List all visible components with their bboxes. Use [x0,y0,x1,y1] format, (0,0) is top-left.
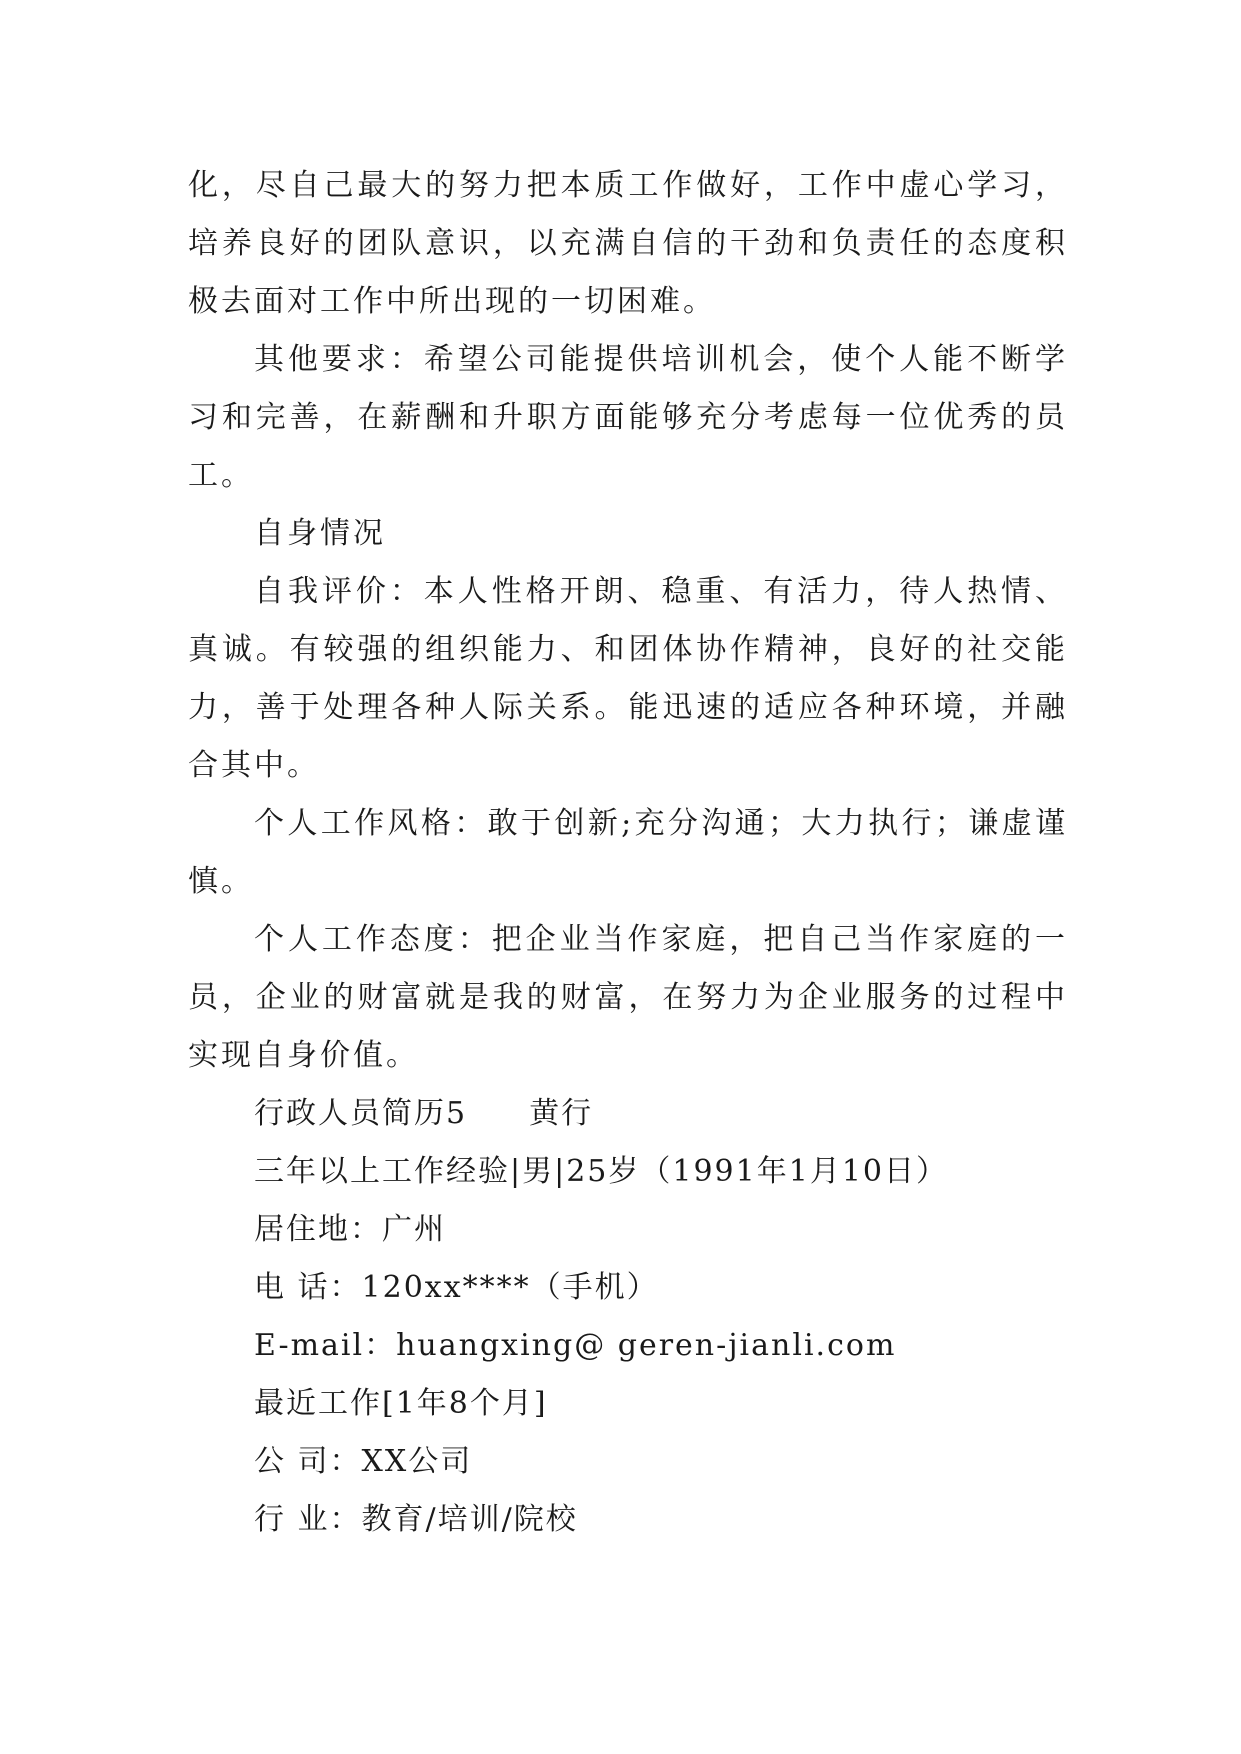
resume-summary: 三年以上工作经验|男|25岁（1991年1月10日） [254,1154,948,1189]
paragraph-self-evaluation: 自我评价：本人性格开朗、稳重、有活力，待人热情、真诚。有较强的组织能力、和团体协作精神，良好的社交能力，善于处理各种人际关系。能迅速的适应各种环境，并融合其中。 [188,574,1068,783]
resume-residence: 居住地：广州 [254,1212,446,1247]
resume-company: 公 司：XX公司 [254,1444,473,1479]
resume-industry: 行 业：教育/培训/院校 [254,1502,578,1537]
section-heading-self-situation: 自身情况 [254,516,386,551]
resume-title: 行政人员简历5 [254,1096,468,1131]
resume-recent-work: 最近工作[1年8个月] [254,1386,548,1421]
paragraph-other-requirements: 其他要求：希望公司能提供培训机会，使个人能不断学习和完善，在薪酬和升职方面能够充分考虑每一位优秀的员工。 [188,342,1068,493]
resume-title-line [188,1085,1068,1143]
document-body [188,157,1068,1549]
resume-name: 黄行 [529,1096,594,1131]
resume-phone: 电 话：120xx****（手机） [254,1270,659,1305]
paragraph-work-style: 个人工作风格：敢于创新;充分沟通；大力执行；谦虚谨慎。 [188,806,1068,899]
paragraph-continuation: 化，尽自己最大的努力把本质工作做好，工作中虚心学习，培养良好的团队意识，以充满自信的干劲和负责任的态度积极去面对工作中所出现的一切困难。 [188,168,1068,319]
paragraph-work-attitude: 个人工作态度：把企业当作家庭，把自己当作家庭的一员，企业的财富就是我的财富，在努力为企业服务的过程中实现自身价值。 [188,922,1068,1073]
resume-email: E-mail：huangxing@ geren-jianli.com [254,1328,897,1363]
